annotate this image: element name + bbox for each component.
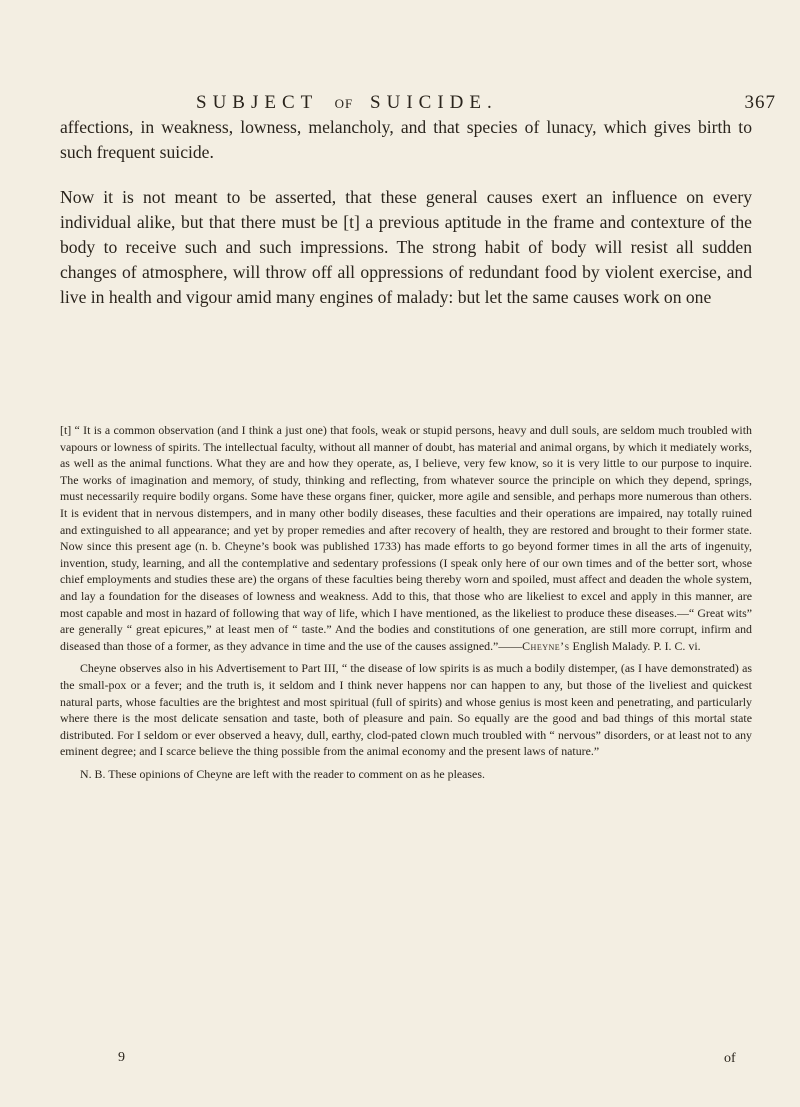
page-number: 367: [744, 92, 776, 113]
footnote-citation: Cheyne’s: [522, 638, 570, 653]
paragraph-2: Now it is not meant to be asserted, that these general causes exert an influence on every individual alike, but that there must be [t] a previous aptitude in the frame and contexture of the body to receive such and such impressions. The strong habit of body will resist all sudden changes of atmosphere, will throw off all oppressions of redundant food by violent exercise, and live in health and vigour amid many engines of malady: but let the same causes work on one: [60, 187, 752, 307]
main-text: [60, 115, 752, 310]
footnote-paragraph-1: [60, 422, 752, 654]
signature-mark: 9: [118, 1050, 125, 1065]
catchword: of: [724, 1051, 736, 1066]
running-header: [196, 92, 776, 114]
footnote-text-1-end: English Malady. P. I. C. vi.: [569, 638, 701, 653]
paragraph-1: affections, in weakness, lowness, melancholy, and that species of lunacy, which gives birth to such frequent suicide.: [60, 117, 752, 162]
footnote-paragraph-2: Cheyne observes also in his Advertisement to Part III, “ the disease of low spirits is as much a bodily distemper, (as I have demonstrated) as the small-pox or a fever; and the truth is, it seldom and I think never happens nor can happen to any, but those of the liveliest and quickest natural parts, whose faculties are the brightest and most spiritual (full of spirits) and whose genius is most keen and penetrating, and particularly where there is the most delicate sensation and taste, both of pleasure and pain. So equally are the good and bad things of this mortal state distributed. For I seldom or ever observed a heavy, dull, earthy, clod-pated clown much troubled with “ nervous” disorders, or at least not to any eminent degree; and I scarce believe the thing possible from the animal economy and the present laws of nature.”: [60, 661, 752, 759]
footnote-paragraph-3: N. B. These opinions of Cheyne are left with the reader to comment on as he pleases.: [80, 766, 485, 781]
header-suicide: SUICIDE.: [370, 92, 498, 113]
footnote: [60, 422, 752, 782]
footnote-text-1: [t] “ It is a common observation (and I think a just one) that fools, weak or stupid persons, heavy and dull souls, are seldom much troubled with vapours or lowness of spirits. The intellectual faculty, without all manner of doubt, has material and animal organs, by which it mediately works, as well as the animal functions. What they are and how they operate, as, I believe, very few know, so it is very little to our purpose to inquire. The works of imagination and memory, of study, thinking and reflecting, from whatever source the principle on which they depend, springs, must necessarily require bodily organs. Some have these organs finer, quicker, more agile and sensible, and perhaps more numerous than others. It is evident that in nervous distempers, and in many other bodily diseases, these faculties and their operations are impaired, nay totally ruined and extinguished to all appearance; and yet by proper remedies and after recovery of health, they are restored and brought to their former state. Now since this present age (n. b. Cheyne’s book was published 1733) has made efforts to go beyond former times in all the arts of ingenuity, invention, study, learning, and all the contemplative and sedentary professions (I speak only here of our own times and of the better sort, whose chief employments and studies these are) the organs of these faculties being thereby worn and spoiled, must affect and deaden the whole system, and lay a foundation for the diseases of lowness and weakness. Add to this, that those who are likeliest to excel and apply in this manner, are most capable and most in hazard of following that way of life, which I have mentioned, as the likeliest to produce these diseases.—“ Great wits” are generally “ great epicures,” at least men of “ taste.” And the bodies and constitutions of one generation, are still more corrupt, infirm and diseased than those of a former, as they advance in time and the use of the causes assigned.”——: [60, 423, 752, 653]
header-of: OF: [334, 96, 354, 111]
header-subject: SUBJECT: [196, 92, 318, 113]
